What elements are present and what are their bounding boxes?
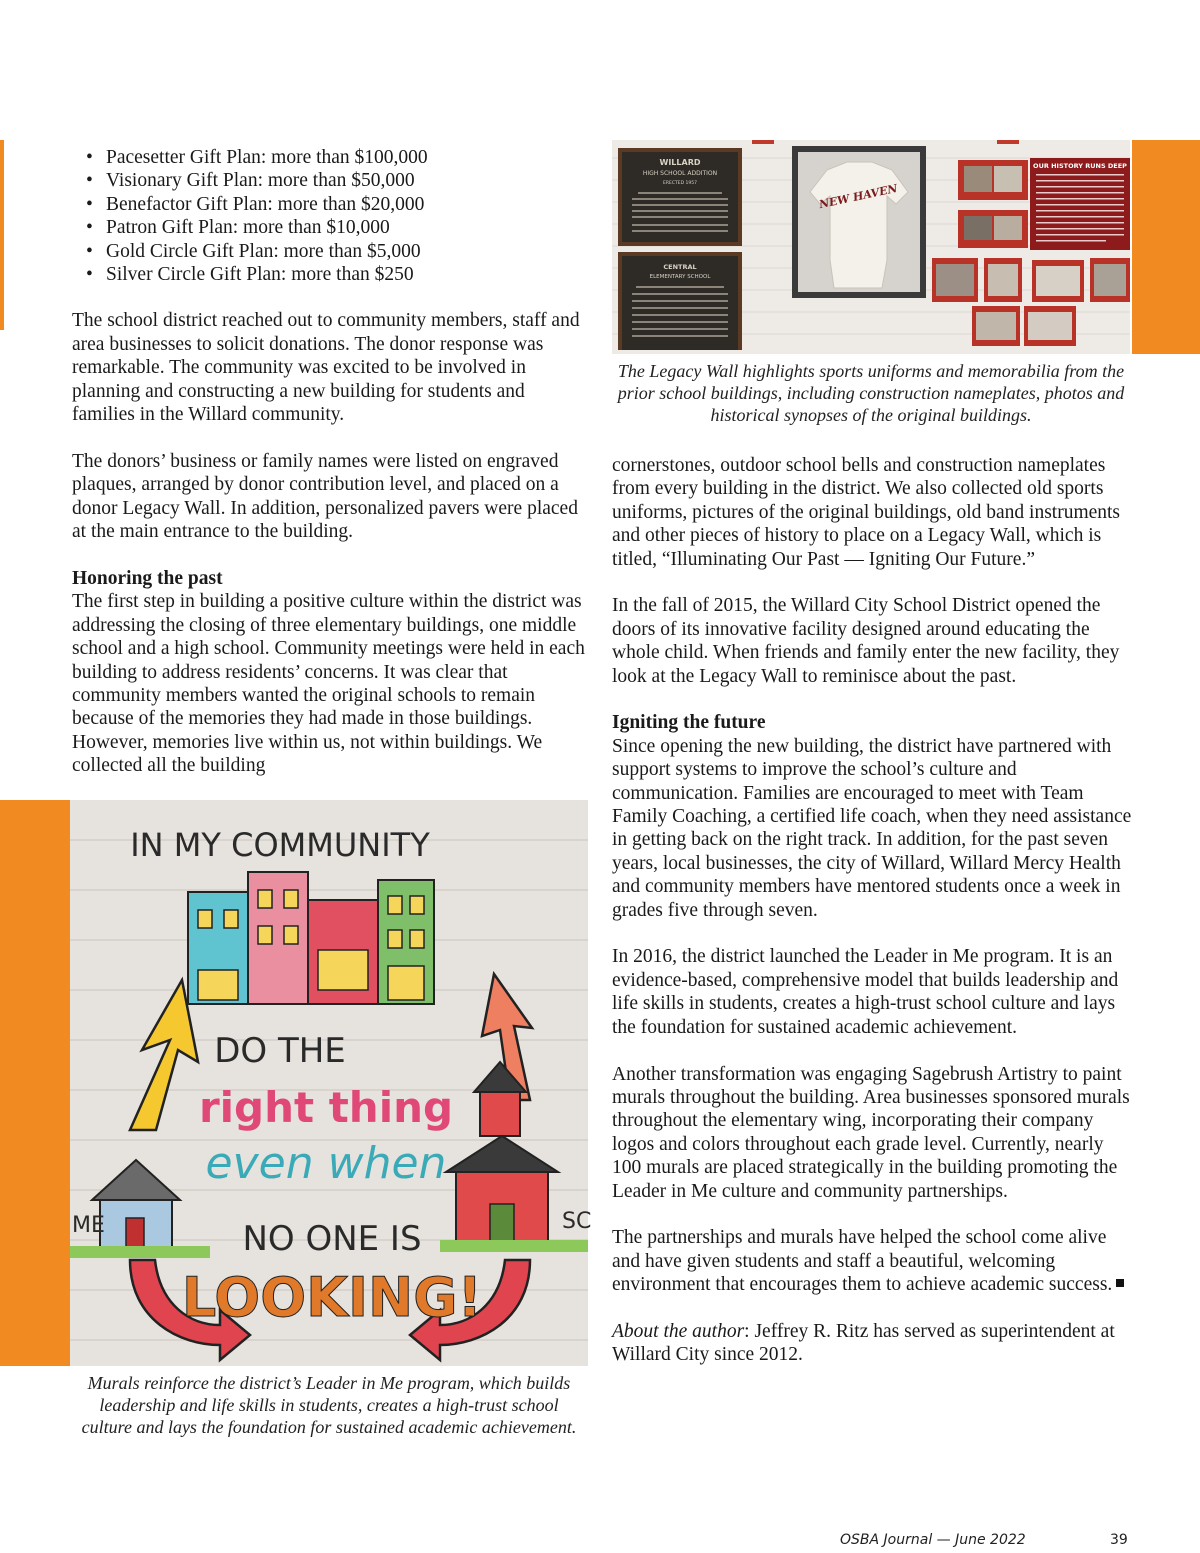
paragraph-donors: The donors’ business or family names were listed on engraved plaques, arranged by donor contribution level, and placed on a donor Legacy Wall. In addition, personalized pavers were placed at the main entrance to the building. xyxy=(72,450,578,543)
nameplate-high-school xyxy=(618,148,742,246)
gift-plan-item: • Visionary Gift Plan: more than $50,000 xyxy=(72,169,592,192)
mural-line-even-when: even when xyxy=(205,1138,447,1189)
gift-plan-list xyxy=(72,146,592,286)
mural-illustration xyxy=(70,800,592,1366)
partnerships-text: The partnerships and murals have helped the school come alive and have given students and staff a beautiful, welcoming environment that encourages them to achieve academic success. xyxy=(612,1227,1113,1296)
gift-plan-item: • Patron Gift Plan: more than $10,000 xyxy=(72,216,592,239)
mural-photo xyxy=(70,800,592,1366)
journal-name: OSBA Journal — June 2022 xyxy=(840,1532,1026,1548)
mural-edge-right: SC xyxy=(562,1209,592,1234)
paragraph-honoring: The first step in building a positive culture within the district was addressing the closing of three elementary buildings, one middle school and a high school. Community meetings were held in each building to address residents’ concerns. It was clear that community members wanted the original schools to remain because of the memories they had made in those buildings. However, memories live within us, not within buildings. We collected all the building xyxy=(72,591,585,777)
mural-line-looking: LOOKING! xyxy=(181,1266,483,1329)
about-author-lead: About the author xyxy=(612,1320,745,1342)
plaque-top-title: WILLARD xyxy=(659,158,701,167)
paragraph-outreach: The school district reached out to community members, staff and area businesses to solicit donations. The donor response was remarkable. The community was excited to be involved in planning and constructing a new building for students and families in the Willard community. xyxy=(72,310,580,426)
right-column xyxy=(612,454,1132,1367)
paragraph-partnerships xyxy=(612,1226,1132,1296)
plaque-top-line3: ERECTED 1957 xyxy=(663,181,697,186)
legacy-wall-caption: The Legacy Wall highlights sports uniforms and memorabilia from the prior school buildings, including construction nameplates, photos and historical synopses of the original buildings. xyxy=(617,361,1125,425)
accent-bar-left-top xyxy=(0,140,4,330)
gift-plan-item: • Pacesetter Gift Plan: more than $100,000 xyxy=(72,146,592,169)
mural-caption: Murals reinforce the district’s Leader in Me program, which builds leadership and life skills in students, creates a high-trust school culture and lays the foundation for sustained academic achievement. xyxy=(81,1373,577,1437)
gift-plan-item: • Silver Circle Gift Plan: more than $250 xyxy=(72,263,592,286)
mural-line-no-one-is: NO ONE IS xyxy=(242,1219,422,1259)
mural-line-in-my-community: IN MY COMMUNITY xyxy=(130,826,430,864)
history-text-panel xyxy=(1030,158,1130,250)
framed-jersey xyxy=(792,146,926,298)
mural-line-do-the: DO THE xyxy=(214,1031,346,1071)
history-panel-title: OUR HISTORY RUNS DEEP xyxy=(1033,162,1127,170)
nameplate-central-elementary xyxy=(618,252,742,350)
plaque-bottom-title: CENTRAL xyxy=(663,263,697,271)
legacy-wall-photo xyxy=(612,140,1130,354)
accent-bar-right-top xyxy=(1132,140,1200,354)
about-the-author xyxy=(612,1320,1132,1367)
about-author-text: : Jeffrey R. Ritz has served as superintendent at Willard City since 2012. xyxy=(612,1320,1115,1366)
heading-igniting-the-future: Igniting the future xyxy=(612,712,766,734)
jersey-text: NEW HAVEN xyxy=(817,181,899,212)
accent-bar-left-bottom xyxy=(0,800,70,1366)
paragraph-leader-in-me: In 2016, the district launched the Leader in Me program. It is an evidence-based, comprehensive model that builds leadership and life skills in students, creates a high-trust school culture and lays the foundation for sustained academic achievement. xyxy=(612,946,1119,1038)
paragraph-murals: Another transformation was engaging Sagebrush Artistry to paint murals throughout the building. Area businesses sponsored murals throughout the elementary wing, incorporating their company logos and colors throughout each grade level. Currently, nearly 100 murals are placed strategically in the building promoting the Leader in Me culture and community partnerships. xyxy=(612,1063,1130,1202)
paragraph-opened: In the fall of 2015, the Willard City School District opened the doors of its innovative facility designed around educating the whole child. When friends and family enter the new facility, they look at the Legacy Wall to reminisce about the past. xyxy=(612,595,1120,687)
plaque-top-subtitle: HIGH SCHOOL ADDITION xyxy=(642,170,718,177)
end-mark-icon xyxy=(1116,1279,1124,1287)
paragraph-continued: cornerstones, outdoor school bells and construction nameplates from every building in the district. We also collected old sports uniforms, pictures of the original buildings, old band instruments and other pieces of history to place on a Legacy Wall, which is titled, “Illuminating Our Past — Igniting Our Future.” xyxy=(612,455,1121,570)
heading-honoring-the-past: Honoring the past xyxy=(72,567,223,589)
paragraph-igniting: Since opening the new building, the district have partnered with support systems to improve the school’s culture and communication. Families are encouraged to meet with Team Family Coaching, a certified life coach, when they need assistance in getting back on the right track. In addition, for the past seven years, local businesses, the city of Willard, Willard Mercy Health and community members have mentored students once a week in grades five through seven. xyxy=(612,735,1132,921)
mural-line-right-thing: right thing xyxy=(198,1083,454,1132)
gift-plan-item: • Gold Circle Gift Plan: more than $5,000 xyxy=(72,240,592,263)
left-column xyxy=(72,146,592,778)
gift-plan-item: • Benefactor Gift Plan: more than $20,000 xyxy=(72,193,592,216)
legacy-wall-illustration xyxy=(612,140,1130,354)
page-number: 39 xyxy=(1110,1532,1128,1548)
plaque-bottom-subtitle: ELEMENTARY SCHOOL xyxy=(649,274,711,280)
mural-edge-left: ME xyxy=(72,1213,105,1238)
